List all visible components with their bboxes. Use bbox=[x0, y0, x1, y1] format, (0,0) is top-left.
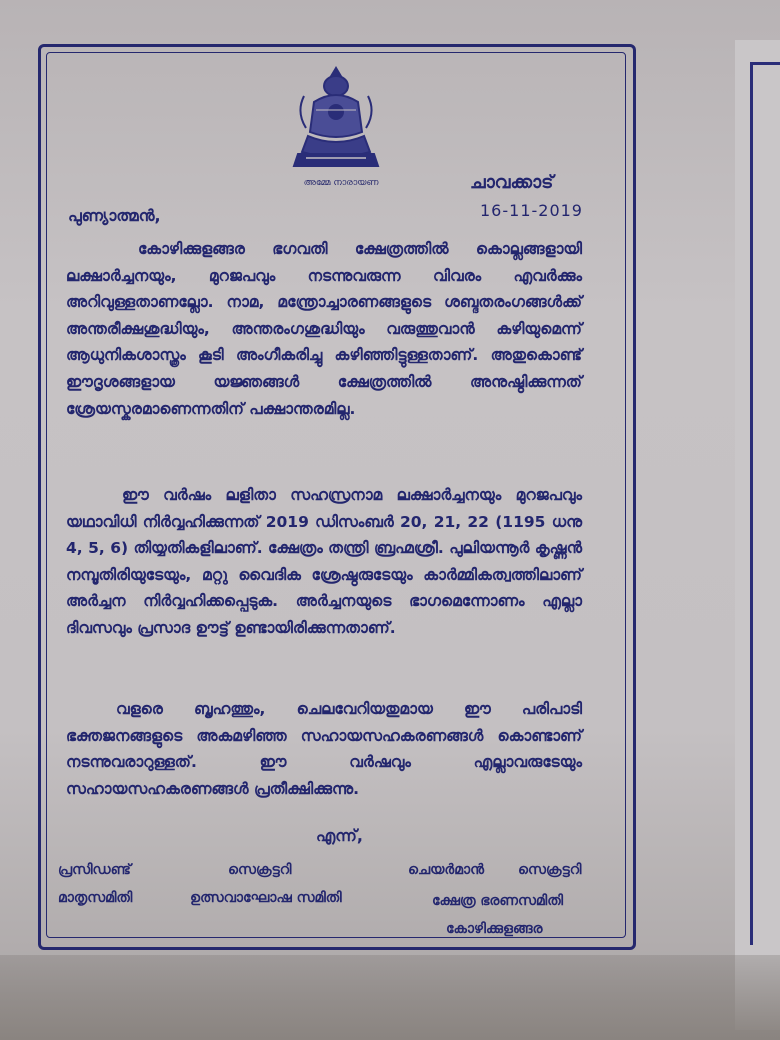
closing-text: എന്ന്, bbox=[316, 826, 363, 845]
signatory-3-body: ക്ഷേത്ര ഭരണസമിതി bbox=[432, 893, 564, 909]
table-shadow bbox=[0, 955, 780, 1040]
signatory-4-body: കോഴിക്കുളങ്ങര bbox=[446, 921, 543, 937]
blessing-text: അമ്മേ നാരായണ bbox=[303, 178, 379, 188]
signatory-1-title: പ്രസിഡണ്ട് bbox=[58, 862, 131, 878]
adjacent-sheet-border bbox=[750, 62, 780, 945]
deity-emblem-icon bbox=[286, 62, 386, 174]
salutation: പുണ്യാത്മൻ, bbox=[68, 206, 161, 225]
signatory-1-body: മാതൃസമിതി bbox=[58, 890, 133, 906]
paragraph-schedule: ഈ വർഷം ലളിതാ സഹസ്രനാമ ലക്ഷാർച്ചനയും മുറജപവും യഥാവിധി നിർവ്വഹിക്കുന്നത് 2019 ഡിസംബർ 20, 21, 22 (1195 ധനു 4, 5, 6) തിയ്യതികളിലാണ്. ക്ഷേത്രം തന്ത്രി ബ്രഹ്മശ്രീ. പുലിയന്നൂർ കൃഷ്ണൻ നമ്പൂതിരിയുടേയും, മറ്റു വൈദിക ശ്രേഷ്ഠരുടേയും കാർമ്മികത്വത്തിലാണ് അർച്ചന നിർവ്വഹിക്കപ്പെടുക. അർച്ചനയുടെ ഭാഗമെന്നോണം എല്ലാ ദിവസവും പ്രസാദ ഊട്ട് ഉണ്ടായിരിക്കുന്നതാണ്. bbox=[66, 486, 582, 637]
paragraph-intro: കോഴിക്കുളങ്ങര ഭഗവതി ക്ഷേത്രത്തിൽ കൊല്ലങ്ങളായി ലക്ഷാർച്ചനയും, മുറജപവും നടന്നുവരുന്ന വിവരം എവർക്കും അറിവുള്ളതാണല്ലോ. നാമ, മന്ത്രോച്ചാരണങ്ങളുടെ ശബ്ദതരംഗങ്ങൾക്ക് അന്തരീക്ഷശുദ്ധിയും, അന്തരംഗശുദ്ധിയും വരുത്തുവാൻ കഴിയുമെന്ന് ആധുനികശാസ്ത്രം കൂടി അംഗീകരിച്ചു കഴിഞ്ഞിട്ടുള്ളതാണ്. അതുകൊണ്ട് ഈദൃശങ്ങളായ യജ്ഞങ്ങൾ ക്ഷേത്രത്തിൽ അനുഷ്ഠിക്കുന്നത് ശ്രേയസ്കരമാണെന്നതിന് പക്ഷാന്തരമില്ല. bbox=[66, 240, 582, 418]
signatory-2-body: ഉത്സവാഘോഷ സമിതി bbox=[190, 890, 342, 906]
signatory-4-title: സെക്രട്ടറി bbox=[518, 862, 582, 878]
signatory-3-title: ചെയർമാൻ bbox=[408, 862, 485, 878]
place-name: ചാവക്കാട് bbox=[470, 172, 554, 193]
paragraph-appeal: വളരെ ബൃഹത്തും, ചെലവേറിയതുമായ ഈ പരിപാടി ഭക്തജനങ്ങളുടെ അകമഴിഞ്ഞ സഹായസഹകരണങ്ങൾ കൊണ്ടാണ് നടന്നുവരാറുള്ളത്. ഈ വർഷവും എല്ലാവരുടേയും സഹായസഹകരണങ്ങൾ പ്രതീക്ഷിക്കുന്നു. bbox=[66, 700, 582, 798]
signatory-2-title: സെക്രട്ടറി bbox=[228, 862, 292, 878]
letter-date: 16-11-2019 bbox=[480, 201, 583, 220]
